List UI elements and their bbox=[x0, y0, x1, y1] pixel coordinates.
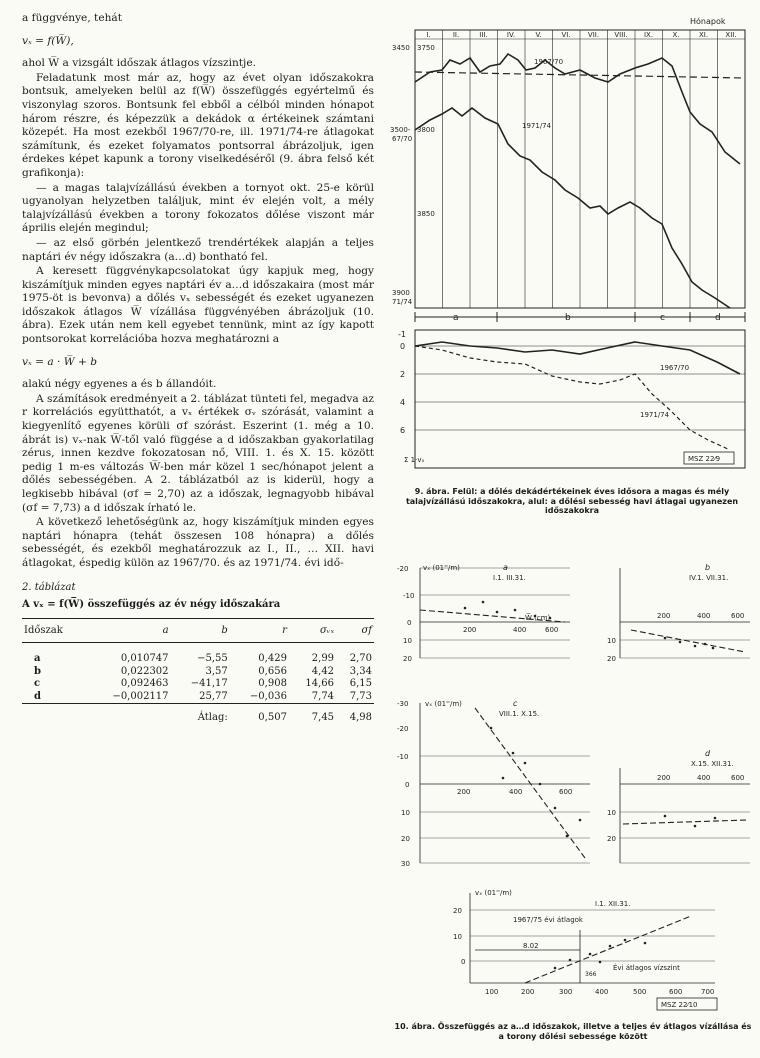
curve-1967-70 bbox=[415, 54, 740, 164]
label-1971-74: 1971/74 bbox=[640, 411, 670, 419]
figure-9-caption: 9. ábra. Felül: a dőlés dekádértékeinek éves idősora a magas és mély talajvízállású időszakokra, alul: a dőlési sebesség havi átlagai ugyanezen időszakokra bbox=[405, 487, 739, 515]
svg-text:10: 10 bbox=[607, 809, 616, 817]
period-label: b bbox=[565, 313, 571, 323]
table-header: Időszak bbox=[22, 618, 84, 643]
table-row bbox=[22, 666, 374, 679]
equation-2: vₓ = a · W̅ + b bbox=[22, 355, 98, 368]
svg-text:20: 20 bbox=[401, 835, 410, 843]
cell: 0,908 bbox=[258, 678, 287, 690]
month-label: VI. bbox=[561, 31, 571, 39]
svg-text:500: 500 bbox=[633, 988, 647, 996]
svg-text:20: 20 bbox=[403, 655, 412, 663]
period-label: a bbox=[453, 313, 459, 323]
cell: −0,002117 bbox=[112, 690, 169, 702]
svg-text:c: c bbox=[513, 699, 518, 708]
svg-text:400: 400 bbox=[513, 626, 527, 634]
y-label: 0 bbox=[400, 342, 406, 351]
cell: 7,74 bbox=[311, 690, 335, 702]
month-label: X. bbox=[672, 31, 680, 39]
months-title: Hónapok bbox=[690, 17, 726, 26]
y-label: 71/74 bbox=[392, 298, 413, 306]
cell: 2,70 bbox=[349, 653, 372, 665]
monthly-1971-74 bbox=[415, 346, 730, 450]
svg-text:b: b bbox=[705, 563, 711, 572]
label-1967-70: 1967/70 bbox=[534, 58, 564, 66]
y-axis-label: vₓ (01''/m) bbox=[423, 564, 460, 572]
svg-text:10: 10 bbox=[403, 637, 412, 645]
svg-text:100: 100 bbox=[485, 988, 499, 996]
svg-text:-20: -20 bbox=[397, 725, 409, 733]
cell: 4,98 bbox=[336, 704, 374, 725]
svg-text:300: 300 bbox=[559, 988, 573, 996]
svg-text:20: 20 bbox=[453, 907, 462, 915]
table-average-row bbox=[22, 704, 374, 725]
svg-text:200: 200 bbox=[457, 788, 471, 796]
panel-c bbox=[397, 699, 590, 868]
month-label: VII. bbox=[587, 31, 600, 39]
y-label: 6 bbox=[400, 426, 406, 435]
svg-text:200: 200 bbox=[657, 612, 671, 620]
svg-text:a: a bbox=[503, 563, 508, 572]
label-1971-74: 1971/74 bbox=[522, 122, 552, 130]
lower-panel bbox=[415, 330, 745, 468]
paragraph: Feladatunk most már az, hogy az évet olyan időszakokra bontsuk, amelyeken belül az f(W̅) összefüggés egyértelmű és viszonylag szoros. Bontsunk fel ebből a célból minden hónapot három részre, és képezzük a dekádok α értékeinek számtani közepét. Ha most ezekből 1967/70-re, ill. 1971/74-re átlagokat számítunk, és ezeket folyamatos pontsorral ábrázoljuk, igen érdekes képet kapunk a torony viselkedéséről (9. ábra felső két grafikonja): bbox=[22, 71, 374, 179]
label-1967-75: 1967/75 évi átlagok bbox=[513, 916, 583, 924]
cell: −5,55 bbox=[197, 653, 228, 665]
label-annual-level: Évi átlagos vízszint bbox=[613, 964, 680, 972]
month-label: XII. bbox=[725, 31, 737, 39]
monthly-1967-70 bbox=[415, 342, 740, 374]
results-table bbox=[22, 618, 374, 725]
paragraph: A keresett függvénykapcsolatokat úgy kapjuk meg, hogy kiszámítjuk minden egyes naptári év a…d időszakaira (most már 1975-öt is bevonva) a dőlés vₓ sebességét és ezeket ugyanezen időszakok átlagos W̅ vízállása függvényében ábrázoljuk (10. ábra). Ezek után nem kell egyebet tennünk, mint az így kapott pontsorokat korrelációba hozva meghatározni a bbox=[22, 265, 374, 346]
cell: 0,656 bbox=[258, 665, 287, 677]
y-label: -20 bbox=[397, 565, 409, 573]
value-366: 366 bbox=[585, 971, 597, 978]
y-label: 3900 bbox=[392, 289, 410, 297]
table-row bbox=[22, 678, 374, 691]
table-header: a bbox=[84, 618, 171, 643]
cell: 6,15 bbox=[349, 678, 372, 690]
month-label: I. bbox=[426, 31, 431, 39]
cell: 0,092463 bbox=[120, 678, 169, 690]
label-1967-70: 1967/70 bbox=[660, 364, 690, 372]
y-axis-label: vₓ (01''/m) bbox=[475, 889, 512, 897]
cell: 4,42 bbox=[311, 665, 335, 677]
y-label: 3450 bbox=[392, 44, 410, 52]
cell: 3,34 bbox=[349, 665, 372, 677]
svg-text:-10: -10 bbox=[403, 592, 415, 600]
panel-e-label: I.1. XII.31. bbox=[595, 900, 631, 908]
panel-e bbox=[453, 889, 717, 1010]
cell: c bbox=[34, 678, 41, 690]
text-column bbox=[22, 12, 374, 725]
svg-text:30: 30 bbox=[401, 860, 410, 868]
y-label: 4 bbox=[400, 398, 406, 407]
cell: 25,77 bbox=[199, 690, 228, 702]
paragraph: a függvénye, tehát bbox=[22, 12, 122, 24]
table-title: A vₓ = f(W̅) összefüggés az év négy időszakára bbox=[22, 599, 281, 611]
paragraph: A következő lehetőségünk az, hogy kiszámítjuk minden egyes naptári hónapra (tehát összesen 108 hónapra) a dőlés sebességét, és ezekből meghatározzuk az I., II., … XII. havi átlagokat, éspedig külön az 1967/70. és az 1971/74. évi idő- bbox=[22, 516, 374, 569]
cell: a bbox=[34, 653, 41, 665]
svg-text:10: 10 bbox=[401, 809, 410, 817]
cell: −41,17 bbox=[190, 678, 228, 690]
month-label: V. bbox=[535, 31, 542, 39]
svg-text:600: 600 bbox=[545, 626, 559, 634]
svg-text:600: 600 bbox=[731, 774, 745, 782]
panel-b bbox=[607, 563, 750, 663]
svg-text:200: 200 bbox=[657, 774, 671, 782]
cell: 0,429 bbox=[258, 653, 287, 665]
cell: d bbox=[34, 690, 41, 702]
cell: 0,507 bbox=[230, 704, 289, 725]
bullet-1: — a magas talajvízállású években a tornyot okt. 25-e körül ugyanolyan helyzetben találjuk, mint év elején volt, a mély talajvízállású években a torony fokozatos dőlése viszont már április elején megindul; bbox=[22, 181, 374, 235]
svg-text:400: 400 bbox=[595, 988, 609, 996]
svg-text:d: d bbox=[705, 749, 711, 758]
svg-text:-30: -30 bbox=[397, 700, 409, 708]
svg-text:600: 600 bbox=[559, 788, 573, 796]
table-header-row bbox=[22, 618, 374, 643]
svg-text:0: 0 bbox=[407, 619, 412, 627]
month-label: IX. bbox=[643, 31, 654, 39]
figure-9 bbox=[390, 12, 752, 484]
table-header: b bbox=[171, 618, 230, 643]
month-label: IV. bbox=[506, 31, 516, 39]
table-row bbox=[22, 691, 374, 704]
cell: 0,022302 bbox=[120, 665, 169, 677]
y-label: 67/70 bbox=[392, 135, 413, 143]
panel-b-label: IV.1. VII.31. bbox=[689, 574, 729, 582]
svg-text:10: 10 bbox=[453, 933, 462, 941]
period-label: d bbox=[715, 313, 721, 323]
panel-a-label: I.1. III.31. bbox=[493, 574, 526, 582]
lower-axis-label: Σ 1·vₓ bbox=[404, 456, 425, 464]
table-header: r bbox=[230, 618, 289, 643]
figure-10 bbox=[395, 558, 757, 1020]
svg-text:400: 400 bbox=[697, 774, 711, 782]
svg-text:-10: -10 bbox=[397, 753, 409, 761]
value-802: 8.02 bbox=[523, 942, 539, 950]
cell: 0,010747 bbox=[120, 653, 169, 665]
table-caption: 2. táblázat bbox=[22, 581, 76, 593]
month-label: II. bbox=[452, 31, 460, 39]
cell: −0,036 bbox=[249, 690, 287, 702]
period-label: c bbox=[660, 313, 665, 323]
month-label: VIII. bbox=[614, 31, 628, 39]
svg-text:400: 400 bbox=[697, 612, 711, 620]
cell: b bbox=[34, 665, 41, 677]
svg-text:0: 0 bbox=[405, 781, 410, 789]
svg-text:700: 700 bbox=[701, 988, 715, 996]
svg-text:20: 20 bbox=[607, 655, 616, 663]
month-label: XI. bbox=[698, 31, 709, 39]
cell: 3,57 bbox=[205, 665, 228, 677]
y-label: 3500- bbox=[390, 126, 411, 134]
average-label: Átlag: bbox=[171, 704, 230, 725]
svg-text:600: 600 bbox=[669, 988, 683, 996]
y-label: 3850 bbox=[417, 210, 435, 218]
cell: 14,66 bbox=[305, 678, 335, 690]
y-label: 3800 bbox=[417, 126, 435, 134]
table-header: σf bbox=[336, 618, 374, 643]
paragraph: ahol W̅ a vizsgált időszak átlagos vízszintje. bbox=[22, 57, 256, 70]
svg-text:0: 0 bbox=[461, 958, 466, 966]
cell: 7,73 bbox=[349, 690, 372, 702]
paragraph: A számítások eredményeit a 2. táblázat tünteti fel, megadva az r korrelációs együtthatót, a vₓ értékek σᵥ szórását, valamint a kiegyenlítő egyenes körüli σf szórást. Eszerint (1. még a 10. ábrát is) vₓ-nak W̅-től való függése a d időszakban gyakorlatilag zérus, innen kezdve fokozatosan nő, VIII. 1. és X. 15. között pedig 1 m-es változás W̅-ben már közel 1 sec/hónapot jelent a dőlés sebességében. A 2. táblázatból az is kiderül, hogy a legkisebb hibával (σf = 2,70) az a időszak, legnagyobb hibával (σf = 7,73) a d időszak írható le. bbox=[22, 392, 375, 514]
svg-text:400: 400 bbox=[509, 788, 523, 796]
table-header: σᵥₓ bbox=[289, 618, 336, 643]
equation-1: vₓ = f(W̅), bbox=[22, 34, 74, 47]
cell: 7,45 bbox=[289, 704, 336, 725]
svg-text:200: 200 bbox=[463, 626, 477, 634]
x-axis-label: W̅ (cm) bbox=[525, 614, 551, 622]
y-label: 3750 bbox=[417, 44, 435, 52]
svg-text:600: 600 bbox=[731, 612, 745, 620]
panel-d-label: X.15. XII.31. bbox=[691, 760, 734, 768]
table-row bbox=[22, 643, 374, 666]
bullet-2: — az első görbén jelentkező trendértékek alapján a teljes naptári év négy időszakra (a…d) bontható fel. bbox=[22, 236, 374, 263]
y-label: 2 bbox=[400, 370, 406, 379]
stamp: MSZ 22⁄9 bbox=[688, 455, 721, 463]
panel-d bbox=[607, 749, 750, 863]
panel-c-label: VIII.1. X.15. bbox=[499, 710, 540, 718]
stamp: MSZ 22⁄10 bbox=[661, 1001, 698, 1009]
month-label: III. bbox=[479, 31, 488, 39]
figure-10-caption: 10. ábra. Összefüggés az a…d időszakok, illetve a teljes év átlagos vízállása és a torony dőlési sebessége között bbox=[394, 1022, 752, 1041]
y-label: -1 bbox=[398, 330, 406, 339]
y-axis-label: vₓ (01''/m) bbox=[425, 700, 462, 708]
svg-text:10: 10 bbox=[607, 637, 616, 645]
cell: 2,99 bbox=[311, 653, 335, 665]
svg-text:200: 200 bbox=[521, 988, 535, 996]
month-grid bbox=[415, 30, 745, 308]
panel-a bbox=[397, 563, 570, 663]
paragraph: alakú négy egyenes a és b állandóit. bbox=[22, 378, 217, 391]
curve-1971-74 bbox=[415, 108, 730, 308]
svg-text:20: 20 bbox=[607, 835, 616, 843]
